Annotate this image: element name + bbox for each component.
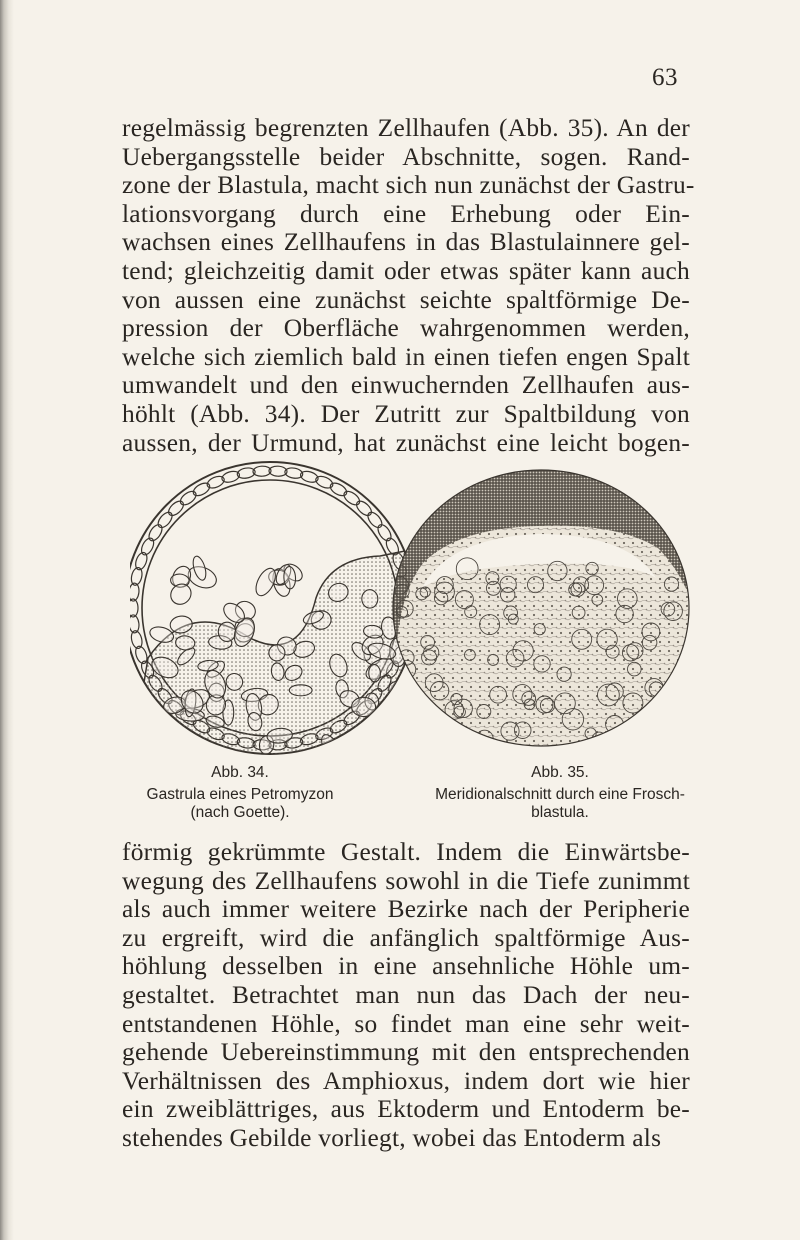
page-number: 63: [652, 64, 678, 91]
figure-35-caption: [400, 764, 720, 822]
caption-line: Gastrula eines Petromyzon: [146, 786, 334, 803]
text-line: gestaltet. Betrachtet man nun das Dach der neu-: [122, 980, 690, 1009]
figure-34-caption: [110, 764, 370, 822]
text-line: gehende Uebereinstimmung mit den entsprechenden: [122, 1038, 690, 1067]
text-line: welche sich ziemlich bald in einen tiefen engen Spalt: [122, 342, 690, 371]
caption-line: (nach Goette).: [190, 804, 290, 821]
figure-35-label: Abb. 35.: [531, 764, 589, 781]
text-line: umwandelt und den einwuchernden Zellhaufen aus-: [122, 371, 690, 400]
gastrula-drawing: [130, 448, 410, 760]
text-line: Verhältnissen des Amphioxus, indem dort wie hier: [122, 1066, 690, 1095]
text-line: wachsen eines Zellhaufens in das Blastulainnere gel-: [122, 228, 690, 257]
text-line: regelmässig begrenzten Zellhaufen (Abb. 35). An der: [122, 114, 690, 142]
text-line: von aussen eine zunächst seichte spaltförmige De-: [122, 285, 690, 314]
caption-line: blastula.: [531, 804, 589, 821]
paragraph-bottom: [122, 838, 690, 1153]
text-line: höhlt (Abb. 34). Der Zutritt zur Spaltbildung von: [122, 399, 690, 428]
caption-line: Meridionalschnitt durch eine Frosch-: [435, 786, 685, 803]
blastula-drawing: [388, 468, 694, 756]
text-line: höhlung desselben in eine ansehnliche Höhle um-: [122, 952, 690, 981]
text-line: pression der Oberfläche wahrgenommen werden,: [122, 314, 690, 343]
text-line: förmig gekrümmte Gestalt. Indem die Einwärtsbe-: [122, 838, 690, 866]
text-line: stehendes Gebilde vorliegt, wobei das Entoderm als: [122, 1123, 662, 1152]
text-line: zu ergreift, wird die anfänglich spaltförmige Aus-: [122, 923, 690, 952]
text-line: wegung des Zellhaufens sowohl in die Tiefe zunimmt: [122, 866, 690, 895]
paragraph-top: [122, 114, 695, 457]
figure-34-label: Abb. 34.: [211, 764, 269, 781]
text-line: als auch immer weitere Bezirke nach der Peripherie: [122, 895, 690, 924]
page-gutter-shadow: [0, 0, 14, 1240]
text-line: ein zweiblättriges, aus Ektoderm und Entoderm be-: [122, 1095, 690, 1124]
text-line: zone der Blastula, macht sich nun zunächst der Gastru-: [122, 171, 695, 200]
text-line: lationsvorgang durch eine Erhebung oder Ein-: [122, 199, 690, 228]
text-line: aussen, der Urmund, hat zunächst eine leicht bogen-: [122, 428, 690, 457]
figure-gastrula-illustration: [130, 448, 410, 760]
text-line: Uebergangsstelle beider Abschnitte, sogen. Rand-: [122, 142, 690, 171]
text-line: entstandenen Höhle, so findet man eine sehr weit-: [122, 1009, 690, 1038]
text-line: tend; gleichzeitig damit oder etwas später kann auch: [122, 256, 690, 285]
figure-blastula-illustration: [388, 468, 694, 756]
